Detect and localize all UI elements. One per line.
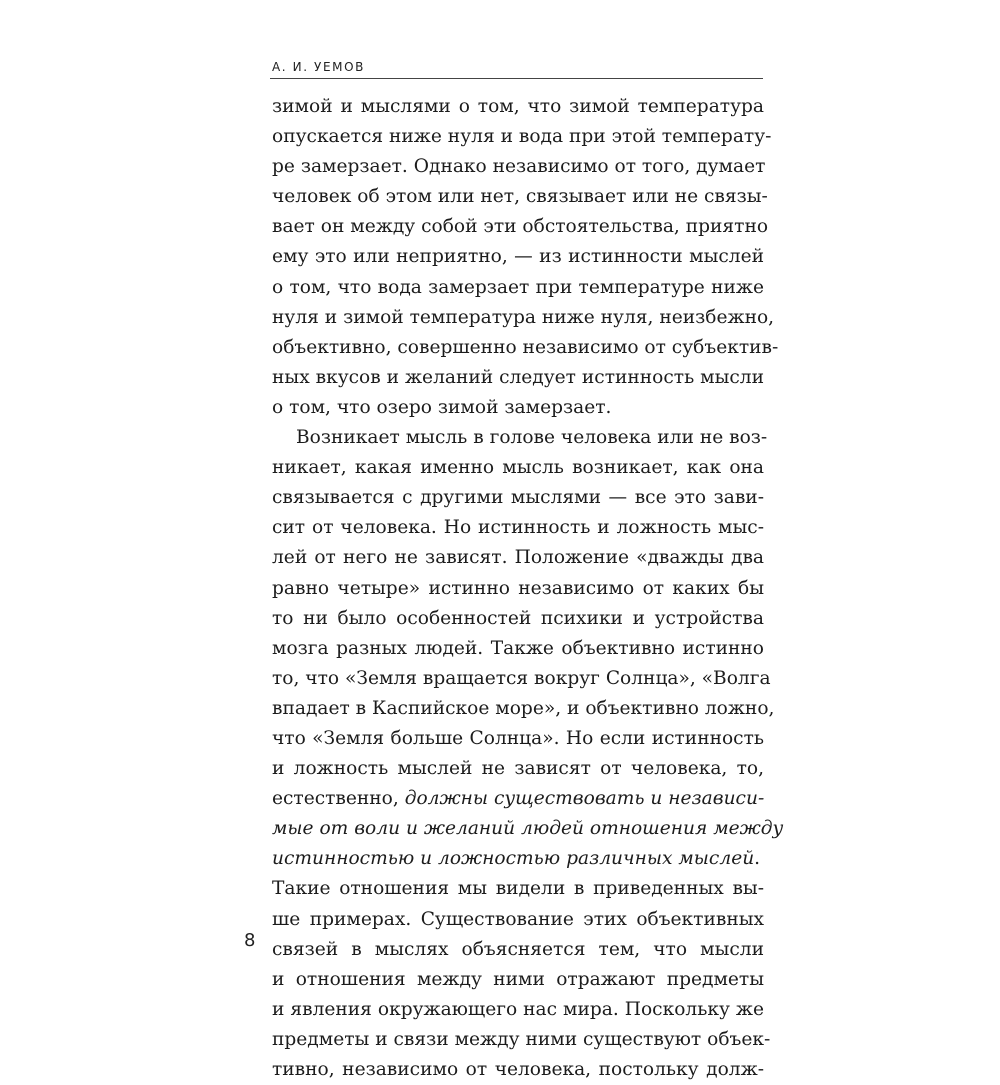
body-line: и ложность мыслей не зависят от человека, то, (272, 758, 764, 780)
paragraph-first-line: Возникает мысль в голове человека или не воз- (296, 427, 768, 449)
body-line: и отношения между ними отражают предметы (272, 968, 764, 990)
body-line: никает, какая именно мысль возникает, как она (272, 457, 764, 479)
body-line-lead: естественно, (272, 788, 405, 810)
body-line: вает он между собой эти обстоятельства, приятно (272, 216, 769, 238)
body-line: опускается ниже нуля и вода при этой температу- (272, 126, 772, 148)
body-line: нуля и зимой температура ниже нуля, неизбежно, (272, 306, 775, 328)
page-body (272, 92, 784, 1085)
body-line: впадает в Каспийское море», и объективно ложно, (272, 697, 775, 719)
italic-emphasis-line: мые от воли и желаний людей отношения между (272, 818, 784, 840)
body-line: ре замерзает. Однако независимо от того, думает (272, 156, 766, 178)
sentence-period: . (754, 848, 761, 870)
body-line: то ни было особенностей психики и устройства (272, 607, 764, 629)
body-line: равно четыре» истинно независимо от каких бы (272, 577, 764, 599)
body-line-mixed (272, 784, 764, 814)
body-line: тивно, независимо от человека, постольку долж- (272, 1059, 764, 1080)
body-line: о том, что вода замерзает при температуре ниже (272, 276, 764, 298)
body-line: сит от человека. Но истинность и ложность мыс- (272, 517, 764, 539)
body-line: мозга разных людей. Также объективно истинно (272, 637, 764, 659)
italic-emphasis: истинностью и ложностью различных мыслей (272, 848, 755, 870)
body-line: связывается с другими мыслями — все это зави- (272, 487, 764, 509)
body-line: что «Земля больше Солнца». Но если истинность (272, 727, 764, 749)
body-line: ше примерах. Существование этих объективных (272, 908, 764, 930)
running-head-author: А. И. УЕМОВ (272, 60, 365, 74)
paragraph-end-line: о том, что озеро зимой замерзает. (272, 396, 612, 418)
body-line: зимой и мыслями о том, что зимой температура (272, 96, 764, 117)
body-line: и явления окружающего нас мира. Поскольку же (272, 998, 764, 1020)
body-line: Такие отношения мы видели в приведенных вы- (272, 878, 764, 900)
body-line-mixed (272, 844, 764, 874)
body-line: связей в мыслях объясняется тем, что мысли (272, 938, 764, 960)
body-line: ему это или неприятно, — из истинности мыслей (272, 246, 764, 268)
page-number: 8 (244, 930, 256, 951)
body-line: предметы и связи между ними существуют объек- (272, 1028, 771, 1050)
body-line: человек об этом или нет, связывает или не связы- (272, 186, 768, 208)
italic-emphasis: должны существовать и независи- (404, 788, 765, 810)
body-line: лей от него не зависят. Положение «дважды два (272, 547, 764, 569)
body-line: ных вкусов и желаний следует истинность мысли (272, 366, 764, 388)
body-line: объективно, совершенно независимо от субъектив- (272, 336, 779, 358)
header-rule (270, 78, 763, 79)
body-line: то, что «Земля вращается вокруг Солнца», «Волга (272, 667, 771, 689)
